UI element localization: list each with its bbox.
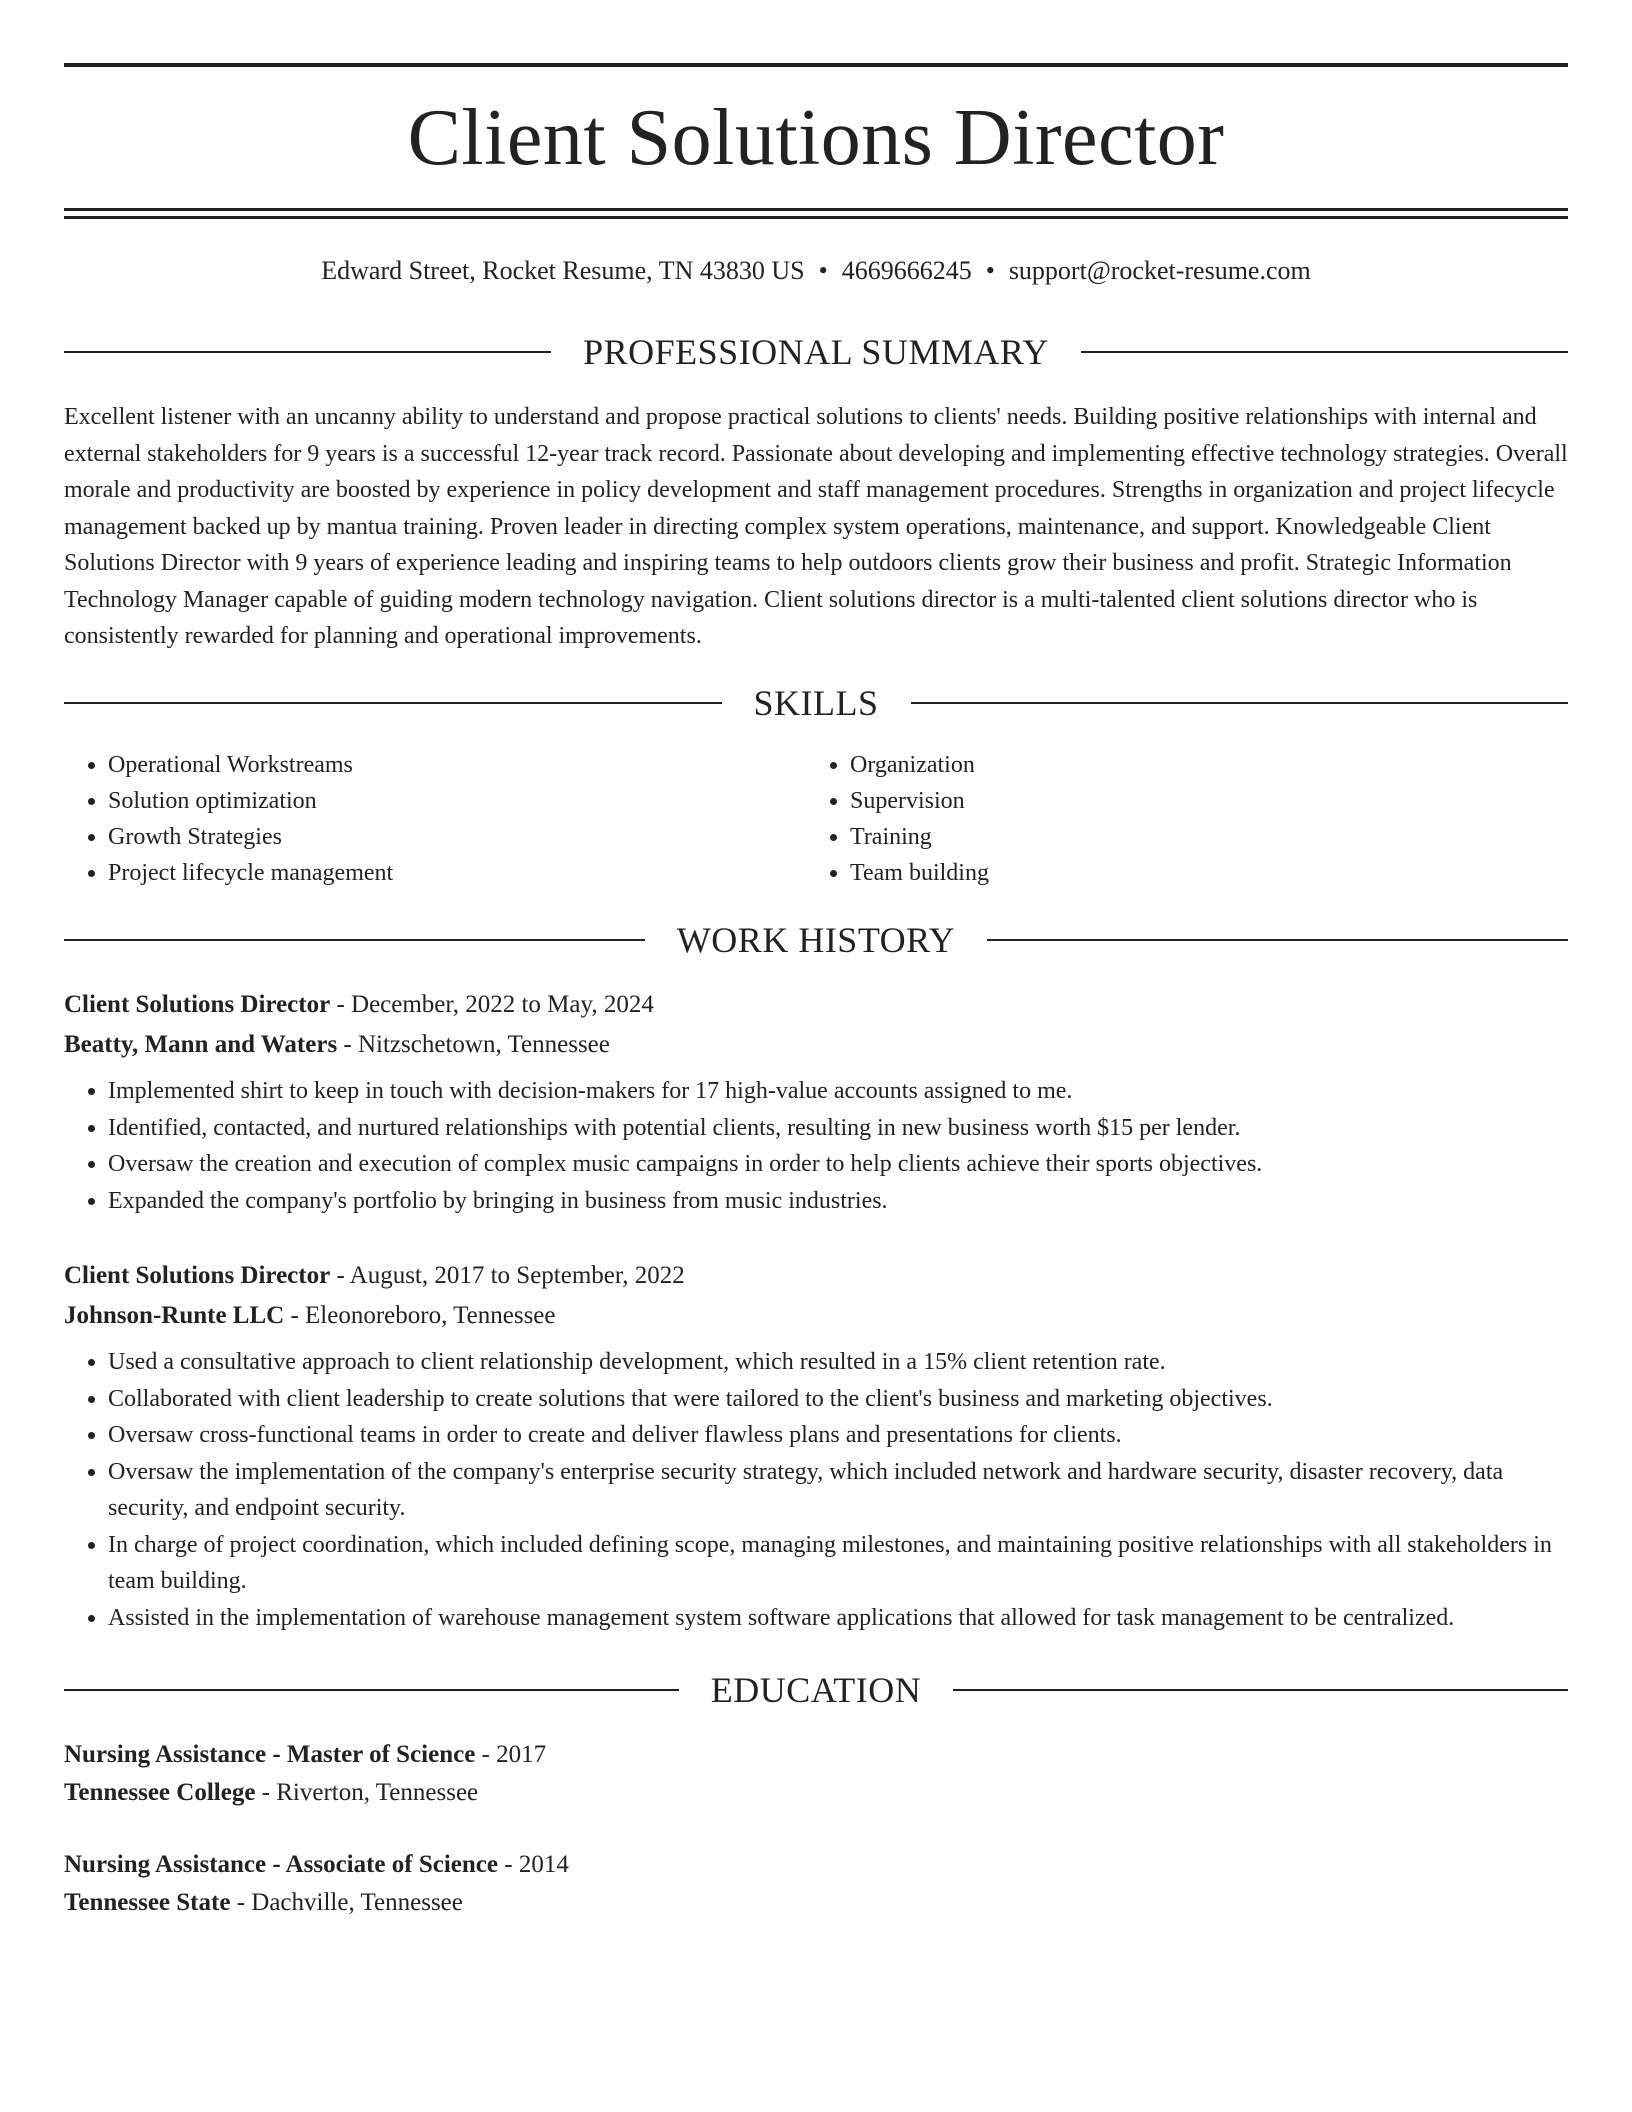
education-school: Tennessee State xyxy=(64,1889,231,1916)
section-rule xyxy=(64,1689,679,1691)
section-header-summary xyxy=(64,330,1568,374)
job-bullets xyxy=(64,1073,1568,1219)
education-degree-line xyxy=(64,1736,1568,1774)
job-title-line xyxy=(64,985,1568,1025)
job-bullet: • Expanded the company's portfolio by bringing in business from music industries. xyxy=(108,1183,1568,1220)
section-title: EDUCATION xyxy=(710,1670,922,1710)
education-degree: Nursing Assistance - Associate of Science xyxy=(64,1851,498,1878)
contact-line xyxy=(64,253,1568,289)
skill-item: • Supervision xyxy=(850,783,1548,819)
job-bullet: • Identified, contacted, and nurtured relationships with potential clients, resulting in new business worth $15 per lender. xyxy=(108,1110,1568,1147)
education-school-line xyxy=(64,1884,1568,1922)
job-bullet: • Oversaw cross-functional teams in order to create and deliver flawless plans and presentations for clients. xyxy=(108,1417,1568,1454)
section-title: WORK HISTORY xyxy=(676,920,956,960)
header-top-rule xyxy=(64,63,1568,67)
section-rule xyxy=(64,351,551,353)
job-entry xyxy=(64,1256,1568,1636)
section-header-education xyxy=(64,1668,1568,1712)
education-degree: Nursing Assistance - Master of Science xyxy=(64,1741,476,1768)
education-year: - 2017 xyxy=(475,1741,547,1768)
skill-item: • Operational Workstreams xyxy=(108,747,806,783)
summary-text: Excellent listener with an uncanny ability to understand and propose practical solutions to clients' needs. Building positive relationships with internal and external stakeholders for 9 years is a successful 12-year track record. Passionate about developing and implementing effective technology strategies. Overall morale and productivity are boosted by experience in policy development and staff management procedures. Strengths in organization and project lifecycle management backed up by mantua training. Proven leader in directing complex system operations, maintenance, and support. Knowledgeable Client Solutions Director with 9 years of experience leading and inspiring teams to help outdoors clients grow their business and profit. Strategic Information Technology Manager capable of guiding modern technology navigation. Client solutions director is a multi-talented client solutions director who is consistently rewarded for planning and operational improvements. xyxy=(64,404,1568,649)
section-rule xyxy=(953,1689,1568,1691)
section-title: SKILLS xyxy=(753,683,879,723)
skills-column-left xyxy=(64,747,806,891)
education-year: - 2014 xyxy=(498,1851,569,1878)
job-dates: - August, 2017 to September, 2022 xyxy=(330,1262,685,1289)
education-location: - Dachville, Tennessee xyxy=(230,1889,463,1916)
skill-item: • Growth Strategies xyxy=(108,819,806,855)
education-degree-line xyxy=(64,1846,1568,1884)
section-rule xyxy=(64,939,645,941)
section-rule xyxy=(64,702,722,704)
education-school: Tennessee College xyxy=(64,1779,256,1806)
job-bullet: • Oversaw the implementation of the company's enterprise security strategy, which included network and hardware security, disaster recovery, data security, and endpoint security. xyxy=(108,1454,1568,1527)
header-bottom-rule-2 xyxy=(64,216,1568,219)
job-bullet: • Used a consultative approach to client relationship development, which resulted in a 15% client retention rate. xyxy=(108,1344,1568,1381)
resume-title: Client Solutions Director xyxy=(407,94,1225,182)
job-company: Beatty, Mann and Waters xyxy=(64,1031,338,1058)
contact-phone: 4669666245 xyxy=(841,256,972,285)
education-entry xyxy=(64,1736,1568,1812)
section-title: PROFESSIONAL SUMMARY xyxy=(583,332,1049,372)
contact-separator: • xyxy=(985,256,995,285)
education-entry xyxy=(64,1846,1568,1922)
job-bullet: • In charge of project coordination, which included defining scope, managing milestones, and maintaining positive relationships with all stakeholders in team building. xyxy=(108,1527,1568,1600)
job-company-line xyxy=(64,1296,1568,1336)
section-header-skills xyxy=(64,681,1568,725)
job-title: Client Solutions Director xyxy=(64,991,331,1018)
job-title: Client Solutions Director xyxy=(64,1262,331,1289)
skill-item: • Team building xyxy=(850,855,1548,891)
contact-address: Edward Street, Rocket Resume, TN 43830 US xyxy=(321,256,805,285)
contact-email: support@rocket-resume.com xyxy=(1008,256,1311,285)
job-bullet: • Collaborated with client leadership to create solutions that were tailored to the client's business and marketing objectives. xyxy=(108,1381,1568,1418)
section-rule xyxy=(911,702,1569,704)
skills-column-right xyxy=(806,747,1548,891)
job-company-line xyxy=(64,1025,1568,1065)
contact-separator: • xyxy=(818,256,828,285)
skill-item: • Organization xyxy=(850,747,1548,783)
job-bullet: • Assisted in the implementation of warehouse management system software applications that allowed for task management to be centralized. xyxy=(108,1600,1568,1637)
education-school-line xyxy=(64,1774,1568,1812)
job-entry xyxy=(64,985,1568,1219)
job-title-line xyxy=(64,1256,1568,1296)
section-rule xyxy=(1081,351,1568,353)
skills-list xyxy=(64,747,1568,891)
skill-item: • Project lifecycle management xyxy=(108,855,806,891)
section-header-work xyxy=(64,918,1568,962)
job-location: - Nitzschetown, Tennessee xyxy=(337,1031,610,1058)
job-location: - Eleonoreboro, Tennessee xyxy=(284,1302,556,1329)
job-company: Johnson-Runte LLC xyxy=(64,1302,285,1329)
job-bullets xyxy=(64,1344,1568,1636)
job-bullet: • Implemented shirt to keep in touch with decision-makers for 17 high-value accounts assigned to me. xyxy=(108,1073,1568,1110)
section-rule xyxy=(987,939,1568,941)
education-location: - Riverton, Tennessee xyxy=(255,1779,479,1806)
header-bottom-rule xyxy=(64,208,1568,211)
skill-item: • Solution optimization xyxy=(108,783,806,819)
job-bullet: • Oversaw the creation and execution of complex music campaigns in order to help clients achieve their sports objectives. xyxy=(108,1146,1568,1183)
job-dates: - December, 2022 to May, 2024 xyxy=(330,991,654,1018)
skill-item: • Training xyxy=(850,819,1548,855)
